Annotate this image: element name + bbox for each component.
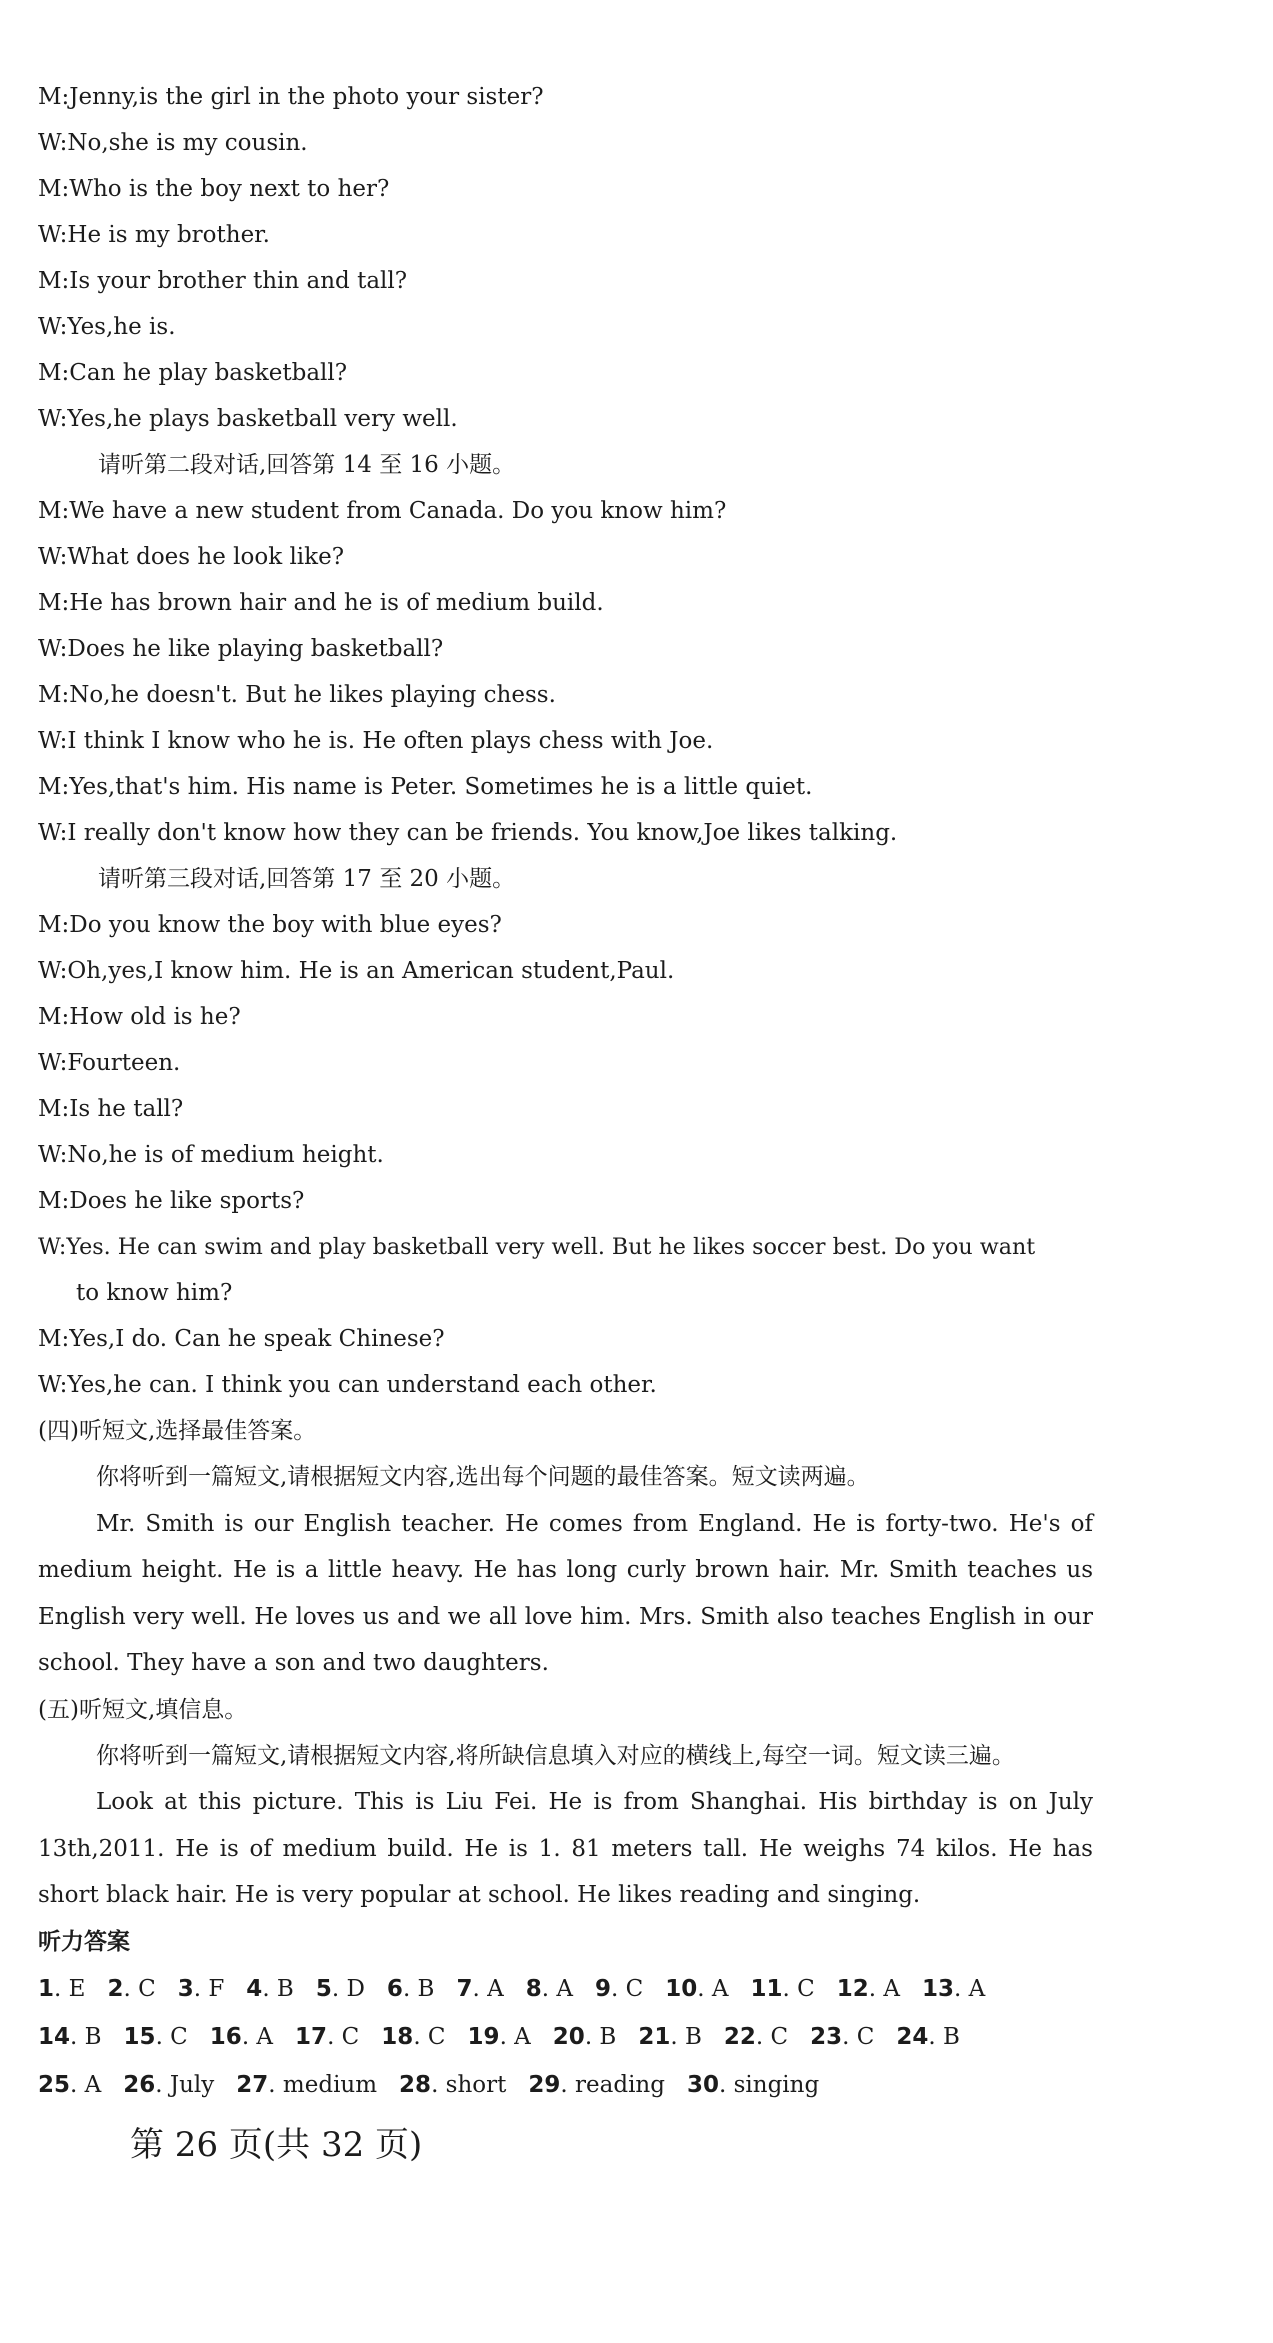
answer-item: [210, 2013, 273, 2061]
answer-item: [724, 2013, 788, 2061]
answer-number: 10: [665, 1975, 698, 2002]
answer-value: . B: [928, 2023, 960, 2050]
answer-value: . D: [331, 1975, 365, 2002]
answer-number: 15: [123, 2023, 156, 2050]
answer-item: [38, 2061, 101, 2109]
answer-item: [687, 2061, 819, 2109]
answer-number: 6: [386, 1975, 403, 2002]
dialog-line: W:I think I know who he is. He often plays chess with Joe.: [38, 728, 714, 754]
dialog-line: M:No,he doesn't. But he likes playing chess.: [38, 682, 556, 708]
answer-item: [750, 1965, 814, 2013]
answer-value: . A: [499, 2023, 531, 2050]
dialog-line: M:Jenny,is the girl in the photo your sister?: [38, 84, 544, 110]
dialog-line: W:Fourteen.: [38, 1050, 181, 1076]
answer-item: [236, 2061, 377, 2109]
section-4-title: (四)听短文,选择最佳答案。: [38, 1418, 317, 1444]
answer-value: . E: [54, 1975, 86, 2002]
answer-item: [638, 2013, 702, 2061]
answer-number: 22: [723, 2023, 756, 2050]
answer-number: 28: [399, 2071, 432, 2098]
answer-number: 1: [38, 1975, 55, 2002]
answer-number: 11: [750, 1975, 783, 2002]
answer-item: [526, 1965, 573, 2013]
answer-item: [528, 2061, 665, 2109]
answer-item: [178, 1965, 225, 2013]
answer-number: 9: [594, 1975, 611, 2002]
answer-number: 26: [123, 2071, 156, 2098]
answer-number: 19: [467, 2023, 500, 2050]
dialog-line: M:Is your brother thin and tall?: [38, 268, 408, 294]
section-4-passage: Mr. Smith is our English teacher. He comes from England. He is forty-two. He's of medium height. He is a little heavy. He has long curly brown hair. Mr. Smith teaches us English very well. He loves us and we all love him. Mrs. Smith also teaches English in our school. They have a son and two daughters.: [38, 1510, 1093, 1676]
answer-number: 27: [236, 2071, 269, 2098]
dialog-2-end: [38, 74, 1093, 442]
dialog-line: W:He is my brother.: [38, 222, 270, 248]
answer-key: [38, 1965, 1093, 2109]
dialog-instruction: 请听第三段对话,回答第 17 至 20 小题。: [98, 866, 516, 892]
dialog-line: W:Yes,he plays basketball very well.: [38, 406, 458, 432]
answer-item: [387, 1965, 435, 2013]
answer-item: [123, 2061, 214, 2109]
answer-value: . F: [193, 1975, 225, 2002]
answer-value: . July: [155, 2071, 215, 2098]
answer-number: 21: [638, 2023, 671, 2050]
answer-number: 5: [315, 1975, 332, 2002]
dialog-line: M:Does he like sports?: [38, 1188, 305, 1214]
answer-item: [837, 1965, 900, 2013]
answer-value: . C: [327, 2023, 360, 2050]
answer-item: [665, 1965, 728, 2013]
answer-item: [810, 2013, 874, 2061]
answer-item: [922, 1965, 985, 2013]
dialog-line: M:Yes,that's him. His name is Peter. Sometimes he is a little quiet.: [38, 774, 813, 800]
dialog-line: W:Yes,he is.: [38, 314, 176, 340]
dialog-line: W:Yes,he can. I think you can understand each other.: [38, 1372, 657, 1398]
dialog-line: M:How old is he?: [38, 1004, 241, 1030]
answer-item: [456, 1965, 503, 2013]
answer-item: [553, 2013, 617, 2061]
answer-item: [896, 2013, 960, 2061]
dialog-line: M:He has brown hair and he is of medium build.: [38, 590, 604, 616]
section-4-instruction: 你将听到一篇短文,请根据短文内容,选出每个问题的最佳答案。短文读两遍。: [96, 1464, 870, 1490]
answer-value: . A: [953, 1975, 986, 2002]
answer-item: [246, 1965, 294, 2013]
answer-value: . B: [70, 2023, 102, 2050]
dialog-line: M:Is he tall?: [38, 1096, 184, 1122]
answer-item: [316, 1965, 365, 2013]
section-5-passage: Look at this picture. This is Liu Fei. He is from Shanghai. His birthday is on July 13th,2011. He is of medium build. He is 1. 81 meters tall. He weighs 74 kilos. He has short black hair. He is very popular at school. He likes reading and singing.: [38, 1789, 1093, 1908]
answer-item: [38, 1965, 85, 2013]
answer-row: [38, 2013, 1093, 2061]
answer-value: . A: [541, 1975, 573, 2002]
answer-value: . A: [472, 1975, 504, 2002]
answer-value: . A: [70, 2071, 102, 2098]
answer-number: 2: [107, 1975, 124, 2002]
dialog-line: W:Does he like playing basketball?: [38, 636, 444, 662]
answer-number: 23: [810, 2023, 843, 2050]
answer-value: . reading: [560, 2071, 665, 2098]
dialog-line: M:Who is the boy next to her?: [38, 176, 390, 202]
dialog-line: W:No,she is my cousin.: [38, 130, 308, 156]
answer-value: . medium: [268, 2071, 378, 2098]
section-5-instruction: 你将听到一篇短文,请根据短文内容,将所缺信息填入对应的横线上,每空一词。短文读三遍。: [96, 1742, 1015, 1769]
answer-value: . short: [431, 2071, 507, 2098]
answer-item: [595, 1965, 643, 2013]
answer-item: [107, 1965, 155, 2013]
dialog-line: M:We have a new student from Canada. Do you know him?: [38, 498, 727, 524]
dialog-line: M:Do you know the boy with blue eyes?: [38, 912, 502, 938]
answer-number: 25: [38, 2071, 71, 2098]
answer-number: 29: [528, 2071, 561, 2098]
dialog-line: W:What does he look like?: [38, 544, 345, 570]
answer-value: . C: [610, 1975, 644, 2002]
answer-number: 20: [552, 2023, 585, 2050]
answer-number: 3: [177, 1975, 194, 2002]
answer-value: . C: [842, 2023, 875, 2050]
answer-row: [38, 1965, 1093, 2013]
answer-number: 18: [381, 2023, 414, 2050]
answer-number: 7: [456, 1975, 473, 2002]
answer-item: [381, 2013, 445, 2061]
answer-row: [38, 2061, 1093, 2109]
answer-item: [124, 2013, 188, 2061]
answer-value: . C: [755, 2023, 789, 2050]
answer-value: . C: [782, 1975, 815, 2002]
answer-number: 30: [686, 2071, 719, 2098]
dialog-line: M:Can he play basketball?: [38, 360, 348, 386]
dialog-line: W:I really don't know how they can be friends. You know,Joe likes talking.: [38, 820, 898, 846]
dialog-4: [38, 902, 1093, 1408]
answer-value: . C: [413, 2023, 446, 2050]
answer-number: 13: [921, 1975, 954, 2002]
answer-number: 12: [836, 1975, 869, 2002]
page-number: 第 26 页(共 32 页): [130, 2124, 423, 2165]
answer-value: . singing: [718, 2071, 820, 2098]
answer-item: [295, 2013, 359, 2061]
answer-value: . A: [697, 1975, 729, 2002]
dialog-line: M:Yes,I do. Can he speak Chinese?: [38, 1326, 445, 1352]
dialog-line: W:Oh,yes,I know him. He is an American student,Paul.: [38, 958, 675, 984]
answer-value: . A: [868, 1975, 900, 2002]
answer-number: 8: [525, 1975, 542, 2002]
answers-title: 听力答案: [38, 1928, 130, 1955]
answer-item: [38, 2013, 102, 2061]
answer-value: . C: [155, 2023, 188, 2050]
dialog-3: [38, 488, 1093, 856]
answer-value: . B: [262, 1975, 294, 2002]
dialog-line: W:No,he is of medium height.: [38, 1142, 384, 1168]
answer-item: [399, 2061, 506, 2109]
answer-value: . B: [670, 2023, 702, 2050]
answer-number: 17: [295, 2023, 328, 2050]
answer-value: . A: [241, 2023, 274, 2050]
answer-number: 16: [209, 2023, 242, 2050]
answer-value: . B: [402, 1975, 435, 2002]
dialog-instruction: 请听第二段对话,回答第 14 至 16 小题。: [98, 452, 516, 478]
dialog-line: W:Yes. He can swim and play basketball very well. But he likes soccer best. Do you want: [38, 1234, 1036, 1260]
answer-number: 4: [246, 1975, 263, 2002]
answer-value: . B: [584, 2023, 617, 2050]
section-5-title: (五)听短文,填信息。: [38, 1696, 248, 1723]
answer-number: 24: [896, 2023, 929, 2050]
answer-item: [468, 2013, 531, 2061]
answer-number: 14: [38, 2023, 71, 2050]
dialog-line-continued: to know him?: [76, 1280, 233, 1306]
answer-value: . C: [123, 1975, 156, 2002]
